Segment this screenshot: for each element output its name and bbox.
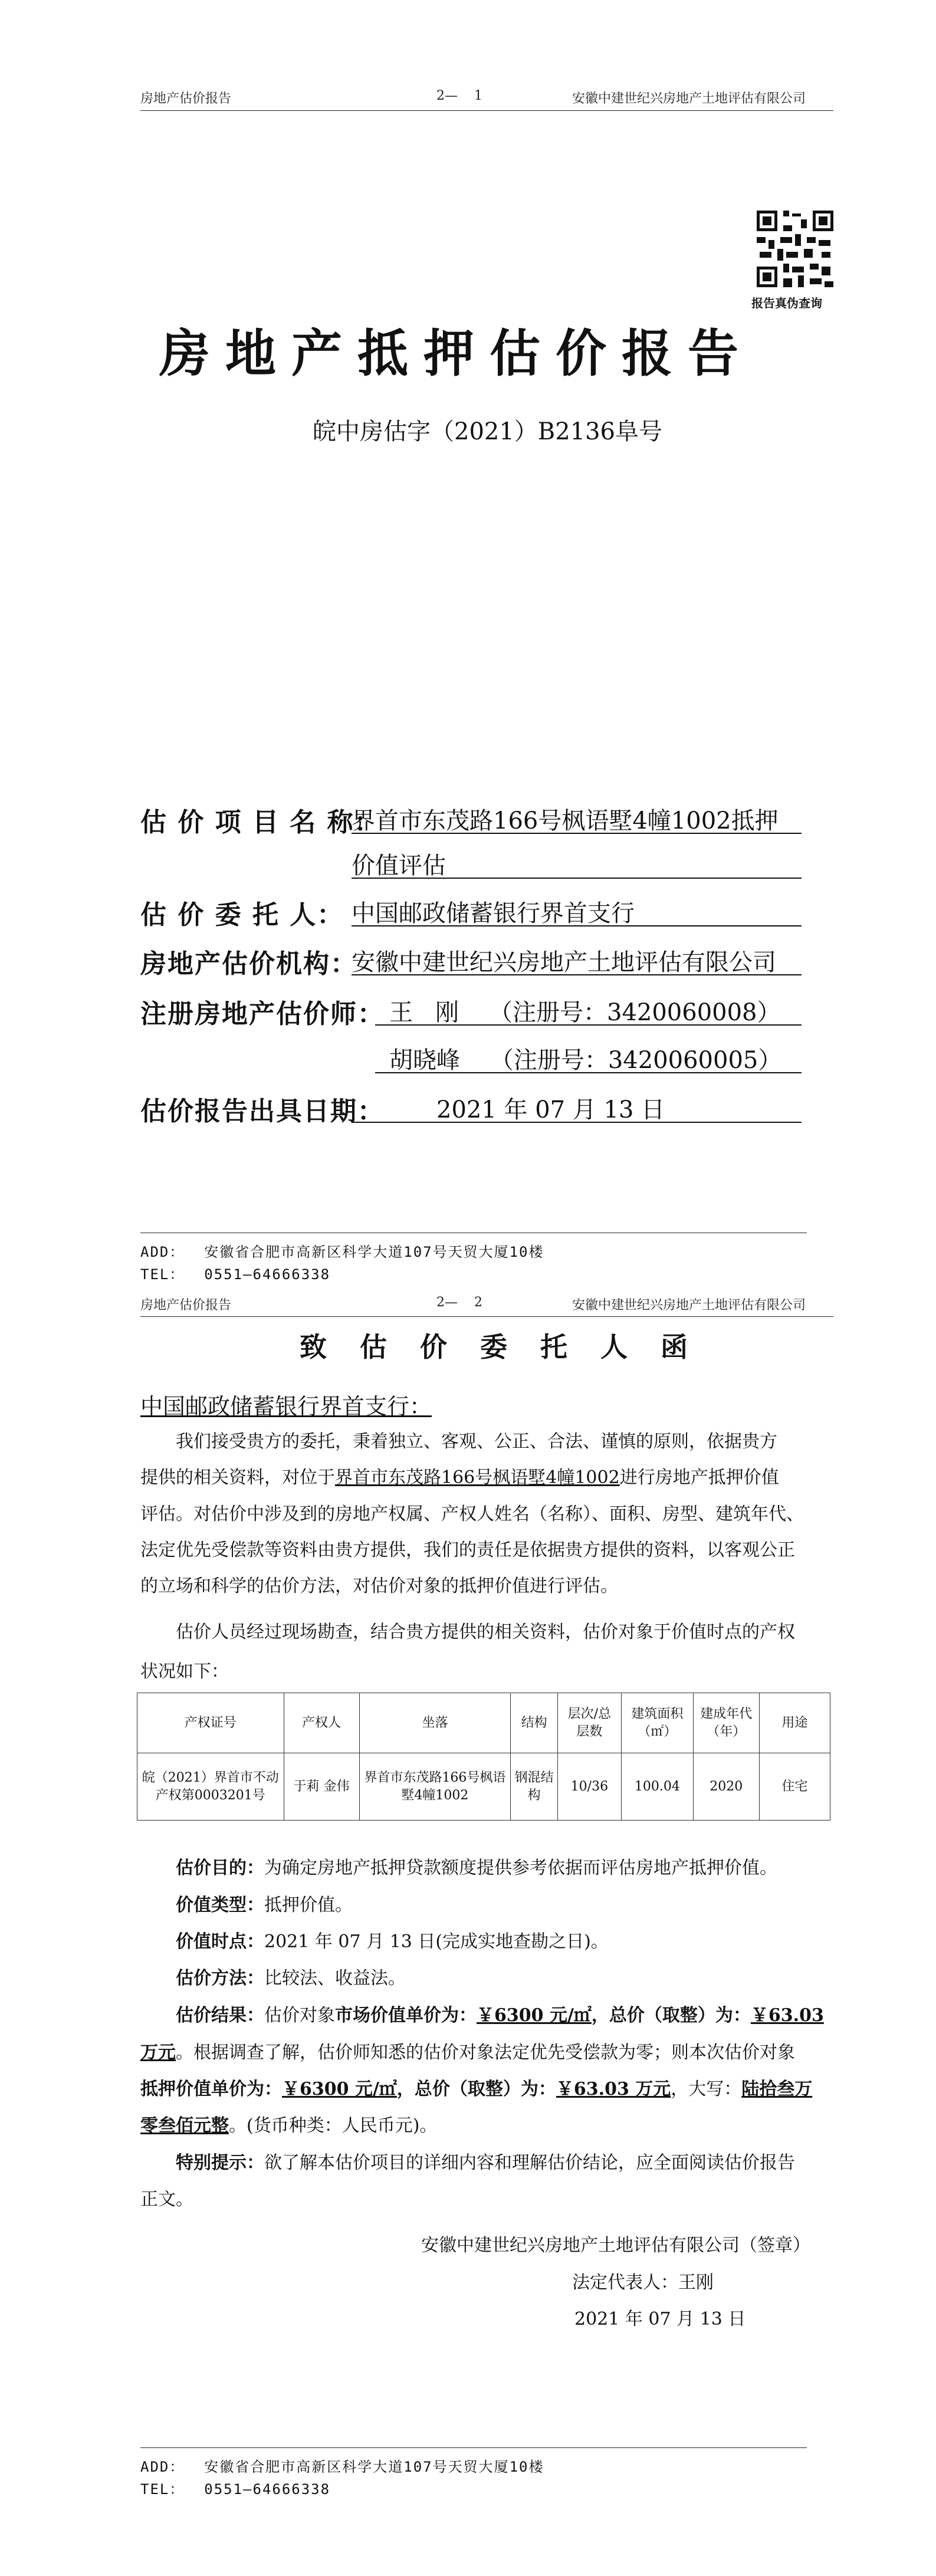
text: 。根据调查了解，估价师知悉的估价对象法定优先受偿款为零；则本次估价对象: [176, 2042, 795, 2063]
method-line: [176, 1964, 406, 1993]
result-line-4: [140, 2111, 437, 2141]
appraiser-label: 注册房地产估价师：: [140, 999, 385, 1029]
report-date-value: 2021 年 07 月 13 日: [436, 1096, 665, 1123]
qr-caption: 报告真伪查询: [751, 296, 822, 310]
property-address: 界首市东茂路166号枫语墅4幢1002: [335, 1467, 620, 1488]
underline: [352, 1122, 802, 1123]
value: 欲了解本估价项目的详细内容和理解估价结论，应全面阅读估价报告: [264, 2153, 795, 2173]
table-header: 坐落: [359, 1693, 511, 1753]
appraiser-1: 王 刚 （注册号：3420060008）: [389, 999, 781, 1026]
mortgage-total-price: ￥63.03 万元: [556, 2079, 671, 2099]
table-header: 用途: [759, 1693, 830, 1753]
market-unit-price: ￥6300 元/㎡: [477, 2005, 592, 2026]
page-header-left: 房地产估价报告: [140, 1298, 232, 1313]
amount-in-words-cont: 零叁佰元整: [140, 2115, 229, 2136]
label: 特别提示：: [176, 2153, 264, 2173]
text: 进行房地产抵押价值: [619, 1467, 779, 1488]
project-name-value: 界首市东茂路166号枫语墅4幢1002抵押: [352, 807, 779, 834]
underline: [352, 925, 802, 926]
footer-tel: TEL： 0551—64666338: [140, 1266, 331, 1283]
agency-value: 安徽中建世纪兴房地产土地评估有限公司: [352, 949, 776, 976]
page-header-right: 安徽中建世纪兴房地产土地评估有限公司: [572, 1298, 806, 1313]
table-cell: 皖（2021）界首市不动产权第0003201号: [137, 1753, 284, 1821]
value: 为确定房地产抵押贷款额度提供参考依据而评估房地产抵押价值。: [264, 1858, 777, 1878]
paragraph-1-line-1: 我们接受贵方的委托，秉着独立、客观、公正、合法、谨慎的原则，依据贵方: [176, 1431, 777, 1452]
notice-line-1: [176, 2148, 795, 2178]
table-header: 层次/总层数: [557, 1693, 621, 1753]
label: 价值时点：: [176, 1931, 264, 1952]
label: 估价结果：: [176, 2005, 264, 2026]
label: 估价目的：: [176, 1858, 264, 1878]
underline: [375, 1072, 802, 1073]
text: ，总价（取整）为：: [396, 2079, 556, 2099]
market-total-price: ￥63.03: [750, 2005, 824, 2026]
value: 2021 年 07 月 13 日(完成实地查勘之日)。: [264, 1931, 609, 1952]
paragraph-1-line-2: [140, 1463, 779, 1493]
result-line-3: [140, 2075, 812, 2104]
paragraph-2-line-2: 状况如下：: [140, 1661, 229, 1682]
footer-address: ADD： 安徽省合肥市高新区科学大道107号天贸大厦10楼: [140, 1244, 544, 1260]
paragraph-1-line-5: 的立场和科学的估价方法，对估价对象的抵押价值进行评估。: [140, 1576, 618, 1596]
table-cell: 住宅: [759, 1753, 830, 1821]
text: 估价对象: [264, 2005, 335, 2026]
page-header-right: 安徽中建世纪兴房地产土地评估有限公司: [572, 91, 806, 106]
text: 提供的相关资料，对位于: [140, 1467, 335, 1488]
client-value: 中国邮政储蓄银行界首支行: [352, 900, 635, 927]
table-row: [137, 1753, 830, 1821]
report-title: 房地产抵押估价报告: [159, 324, 754, 383]
table-cell: 100.04: [621, 1753, 693, 1821]
value-type-line: [176, 1891, 353, 1920]
project-name-label: 估 价 项 目 名 称：: [140, 807, 382, 837]
page-header-number: 2— 2: [436, 1295, 482, 1310]
label: 价值类型：: [176, 1895, 264, 1915]
paragraph-2-line-1: 估价人员经过现场勘查，结合贵方提供的相关资料，估价对象于价值时点的产权: [176, 1622, 795, 1642]
report-date-label: 估价报告出具日期：: [140, 1096, 385, 1126]
table-cell: 10/36: [557, 1753, 621, 1821]
label: 估价方法：: [176, 1968, 264, 1989]
purpose-line: [176, 1854, 777, 1883]
table-header: 产权证号: [137, 1693, 284, 1753]
agency-label: 房地产估价机构：: [140, 949, 357, 979]
underline: [352, 878, 802, 879]
project-name-value-cont: 价值评估: [352, 852, 446, 879]
amount-in-words: 陆拾叁万: [741, 2079, 813, 2099]
text: 。(货币种类：人民币元)。: [229, 2115, 438, 2136]
text: ，大写：: [671, 2079, 742, 2099]
underline: [352, 833, 802, 834]
paragraph-1-line-4: 法定优先受偿款等资料由贵方提供，我们的责任是依据贵方提供的资料，以客观公正: [140, 1540, 795, 1560]
result-line-1: [176, 2001, 824, 2030]
paragraph-1-line-3: 评估。对估价中涉及到的房地产权属、产权人姓名（名称）、面积、房型、建筑年代、: [140, 1504, 804, 1524]
legal-representative: 法定代表人：王刚: [572, 2272, 714, 2293]
footer-rule: [140, 2447, 807, 2448]
value-time-line: [176, 1927, 609, 1957]
table-header: 建筑面积（㎡）: [621, 1693, 693, 1753]
appraiser-2: 胡晓峰 （注册号：3420060005）: [389, 1047, 782, 1074]
table-cell: 于莉 金伟: [284, 1753, 359, 1821]
header-rule: [140, 1316, 833, 1317]
qr-code-icon: [754, 208, 836, 290]
header-rule: [140, 110, 833, 111]
letter-title: 致估价委托人函: [300, 1331, 721, 1363]
table-header-row: [137, 1693, 830, 1753]
underline: [352, 974, 802, 975]
signature-company: 安徽中建世纪兴房地产土地评估有限公司（签章）: [421, 2235, 810, 2256]
unit: 万元: [140, 2042, 176, 2063]
value: 抵押价值。: [264, 1895, 353, 1915]
table-header: 建成年代（年）: [693, 1693, 759, 1753]
table-cell: 钢混结构: [511, 1753, 558, 1821]
client-label: 估 价 委 托 人：: [140, 900, 344, 930]
text: 抵押价值单价为：: [140, 2079, 282, 2099]
mortgage-unit-price: ￥6300 元/㎡: [282, 2079, 397, 2099]
addressee: 中国邮政储蓄银行界首支行：: [140, 1394, 432, 1420]
value: 比较法、收益法。: [264, 1968, 406, 1989]
table-header: 结构: [511, 1693, 558, 1753]
table-cell: 界首市东茂路166号枫语墅4幢1002: [359, 1753, 511, 1821]
property-table: [137, 1693, 830, 1821]
table-cell: 2020: [693, 1753, 759, 1821]
signature-date: 2021 年 07 月 13 日: [574, 2309, 746, 2329]
underline: [375, 1024, 802, 1026]
document-number: 皖中房估字（2021）B2136阜号: [313, 418, 662, 445]
footer-address: ADD： 安徽省合肥市高新区科学大道107号天贸大厦10楼: [140, 2459, 544, 2475]
result-line-2: [140, 2038, 795, 2068]
text: 市场价值单价为：: [335, 2005, 477, 2026]
page-header-number: 2— 1: [436, 88, 482, 103]
footer-tel: TEL： 0551—64666338: [140, 2481, 331, 2498]
page-header-left: 房地产估价报告: [140, 91, 232, 106]
table-header: 产权人: [284, 1693, 359, 1753]
text: ，总价（取整）为：: [591, 2005, 751, 2026]
notice-line-2: 正文。: [140, 2189, 193, 2210]
